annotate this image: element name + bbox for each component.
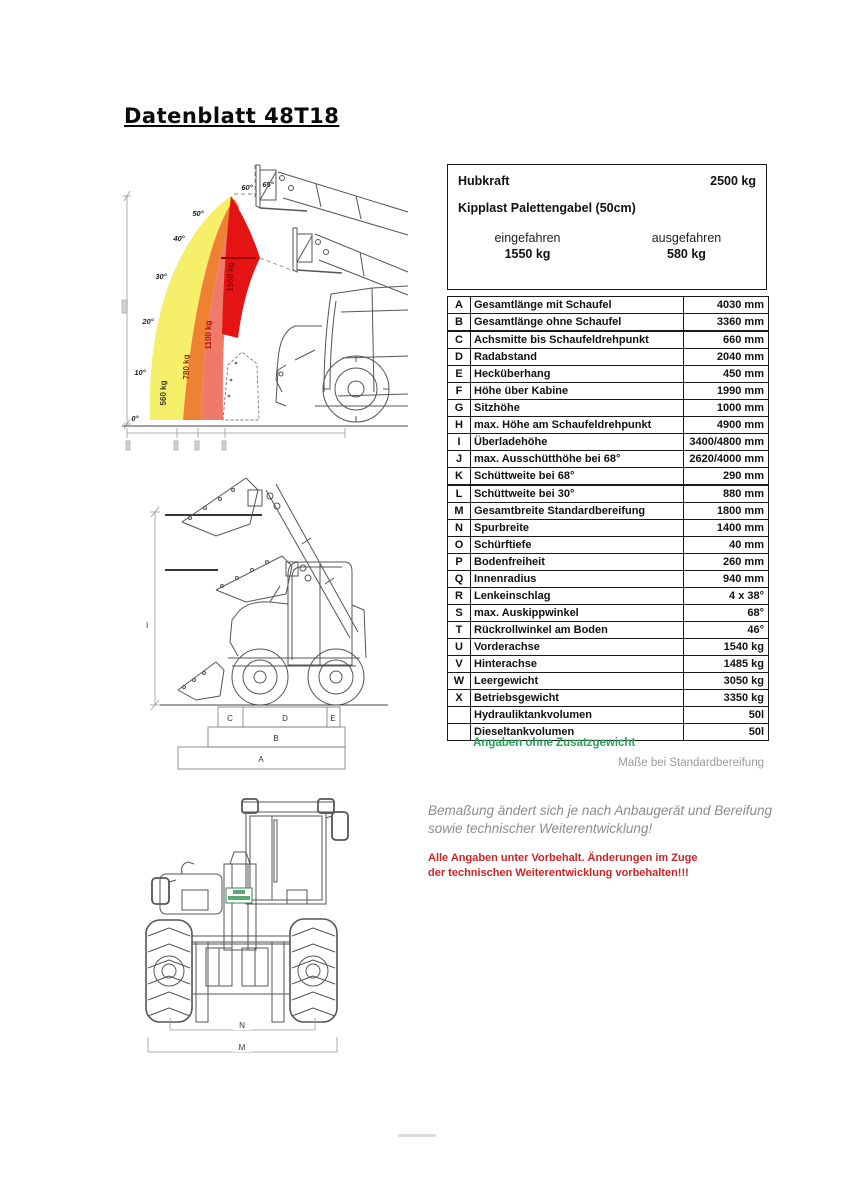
spec-value: 1485 kg: [684, 656, 769, 673]
spec-key: O: [448, 537, 471, 554]
extended-column: [607, 231, 766, 261]
no-extra-weight-note: Angaben ohne Zusatzgewicht: [473, 737, 636, 749]
spec-label: Höhe über Kabine: [471, 383, 684, 400]
spec-value: 880 mm: [684, 485, 769, 503]
spec-value: 4900 mm: [684, 417, 769, 434]
spec-key: E: [448, 366, 471, 383]
table-row: [448, 639, 769, 656]
table-row: [448, 400, 769, 417]
fork-high-position-sketch: [256, 165, 408, 235]
table-row: [448, 451, 769, 468]
spec-key: I: [448, 434, 471, 451]
side-view-drawing: [120, 460, 410, 790]
spec-label: Sitzhöhe: [471, 400, 684, 417]
disclaimer-note: [428, 851, 698, 881]
spec-value: 940 mm: [684, 571, 769, 588]
spec-key: [448, 707, 471, 724]
dimension-e-label: E: [330, 714, 336, 723]
standard-tyres-note: Maße bei Standardbereifung: [618, 757, 764, 769]
bucket-ground-sketch: [223, 352, 259, 420]
spec-value: 68°: [684, 605, 769, 622]
spec-key: R: [448, 588, 471, 605]
spec-label: Innenradius: [471, 571, 684, 588]
dimension-m-label: M: [238, 1043, 246, 1052]
spec-value: 2040 mm: [684, 349, 769, 366]
spec-value: 260 mm: [684, 554, 769, 571]
spec-value: 40 mm: [684, 537, 769, 554]
right-tire-sketch: [290, 919, 337, 1022]
cab-front-sketch: [242, 799, 348, 904]
engine-left-sketch: [152, 862, 222, 914]
spec-key: N: [448, 520, 471, 537]
spec-key: S: [448, 605, 471, 622]
spec-value: 1000 mm: [684, 400, 769, 417]
angle-label-65: 65°: [262, 180, 274, 189]
spec-key: Q: [448, 571, 471, 588]
spec-key: P: [448, 554, 471, 571]
hubkraft-label: Hubkraft: [458, 174, 510, 188]
spec-label: Bodenfreiheit: [471, 554, 684, 571]
spec-key: G: [448, 400, 471, 417]
lift-capacity-box: [447, 164, 767, 290]
machine-side-sketch: [276, 286, 408, 422]
spec-key: K: [448, 468, 471, 486]
table-row: [448, 366, 769, 383]
spec-label: max. Ausschütthöhe bei 68°: [471, 451, 684, 468]
angle-label-20: 20°: [142, 317, 154, 326]
dimension-i: [150, 507, 160, 710]
angle-label-60: 60°: [241, 183, 253, 192]
angle-label-30: 30°: [155, 272, 167, 281]
extended-value: 580 kg: [667, 247, 706, 261]
spec-label: max. Auskippwinkel: [471, 605, 684, 622]
table-row: [448, 707, 769, 724]
spec-key: [448, 724, 471, 741]
left-tire-sketch: [146, 920, 192, 1022]
bucket-raised-sketch: [182, 478, 280, 536]
angle-label-0: 0°: [131, 414, 139, 423]
spec-value: 660 mm: [684, 331, 769, 349]
spec-key: M: [448, 503, 471, 520]
spec-key: V: [448, 656, 471, 673]
brand-sticker: [226, 888, 252, 903]
dimensions-change-line2: sowie technischer Weiterentwicklung!: [428, 820, 653, 836]
page-title: Datenblatt 48T18: [124, 104, 340, 128]
zone-label-780: 780 kg: [182, 354, 191, 380]
table-row: [448, 434, 769, 451]
fork-mid-position-sketch: [293, 228, 408, 295]
dimension-c-label: C: [227, 714, 233, 723]
spec-value: 450 mm: [684, 366, 769, 383]
spec-key: A: [448, 297, 471, 314]
height-dimension-line: [122, 191, 131, 429]
spec-value: 3350 kg: [684, 690, 769, 707]
spec-key: D: [448, 349, 471, 366]
dimension-i-label: I: [146, 621, 149, 630]
spec-value: 1400 mm: [684, 520, 769, 537]
spec-value: 4 x 38°: [684, 588, 769, 605]
zone-label-560: 560 kg: [159, 380, 168, 406]
dimension-b-label: B: [273, 734, 279, 743]
table-row: [448, 673, 769, 690]
table-row: [448, 588, 769, 605]
spec-label: Gesamtlänge ohne Schaufel: [471, 314, 684, 332]
reach-dimension-chain: [126, 428, 345, 450]
retracted-column: [448, 231, 607, 261]
angle-label-40: 40°: [173, 234, 185, 243]
spec-value: 50l: [684, 724, 769, 741]
spec-value: 4030 mm: [684, 297, 769, 314]
angle-label-50: 50°: [192, 209, 204, 218]
spec-label: Hinterachse: [471, 656, 684, 673]
spec-key: H: [448, 417, 471, 434]
spec-label: Leergewicht: [471, 673, 684, 690]
table-row: [448, 417, 769, 434]
table-row: [448, 485, 769, 503]
table-row: [448, 383, 769, 400]
spec-label: Betriebsgewicht: [471, 690, 684, 707]
extended-header: ausgefahren: [651, 231, 722, 245]
spec-label: Achsmitte bis Schaufeldrehpunkt: [471, 331, 684, 349]
spec-label: Lenkeinschlag: [471, 588, 684, 605]
spec-key: L: [448, 485, 471, 503]
spec-value: 3360 mm: [684, 314, 769, 332]
spec-key: X: [448, 690, 471, 707]
bucket-ground-side-sketch: [178, 662, 224, 700]
spec-label: Vorderachse: [471, 639, 684, 656]
disclaimer-line1: Alle Angaben unter Vorbehalt. Änderungen im Zuge: [428, 852, 698, 864]
table-row: [448, 297, 769, 314]
spec-key: T: [448, 622, 471, 639]
table-row: [448, 622, 769, 639]
spec-key: C: [448, 331, 471, 349]
front-view-drawing: [130, 790, 410, 1080]
bucket-mid-sketch: [216, 556, 311, 602]
kipplast-label: Kipplast Palettengabel (50cm): [458, 201, 636, 215]
spec-value: 50l: [684, 707, 769, 724]
carriage-sketch: [192, 936, 290, 1022]
spec-label: Schürftiefe: [471, 537, 684, 554]
dimensions-change-line1: Bemaßung ändert sich je nach Anbaugerät und Bereifung: [428, 803, 772, 818]
load-capacity-chart: [110, 160, 410, 460]
machine-body-sketch: [228, 562, 366, 705]
spec-label: Schüttweite bei 68°: [471, 468, 684, 486]
spec-key: B: [448, 314, 471, 332]
spec-label: Hydrauliktankvolumen: [471, 707, 684, 724]
table-row: [448, 503, 769, 520]
zone-label-1100: 1100 kg: [204, 320, 213, 350]
spec-value: 1540 kg: [684, 639, 769, 656]
spec-label: Rückrollwinkel am Boden: [471, 622, 684, 639]
dimension-n-label: N: [239, 1021, 245, 1030]
angle-label-10: 10°: [134, 368, 146, 377]
table-row: [448, 537, 769, 554]
table-row: [448, 554, 769, 571]
spec-key: J: [448, 451, 471, 468]
spec-value: 2620/4000 mm: [684, 451, 769, 468]
dimension-a-label: A: [258, 755, 264, 764]
hubkraft-value: 2500 kg: [710, 174, 756, 188]
spec-key: F: [448, 383, 471, 400]
table-row: [448, 571, 769, 588]
disclaimer-line2: der technischen Weiterentwicklung vorbehalten!!!: [428, 866, 689, 879]
spec-label: Spurbreite: [471, 520, 684, 537]
spec-value: 1990 mm: [684, 383, 769, 400]
spec-label: Dieseltankvolumen: [471, 724, 684, 741]
spec-value: 46°: [684, 622, 769, 639]
dimension-d-label: D: [282, 714, 288, 723]
spec-label: Radabstand: [471, 349, 684, 366]
scan-artifact: [398, 1134, 436, 1137]
spec-label: max. Höhe am Schaufeldrehpunkt: [471, 417, 684, 434]
retracted-header: eingefahren: [494, 231, 561, 245]
spec-key: U: [448, 639, 471, 656]
spec-label: Hecküberhang: [471, 366, 684, 383]
spec-value: 3050 kg: [684, 673, 769, 690]
table-row: [448, 690, 769, 707]
spec-label: Schüttweite bei 30°: [471, 485, 684, 503]
table-row: [448, 331, 769, 349]
table-row: [448, 349, 769, 366]
spec-label: Gesamtlänge mit Schaufel: [471, 297, 684, 314]
spec-label: Überladehöhe: [471, 434, 684, 451]
table-row: [448, 520, 769, 537]
spec-value: 1800 mm: [684, 503, 769, 520]
dimensions-change-note: [428, 802, 772, 837]
table-row: [448, 605, 769, 622]
spec-value: 3400/4800 mm: [684, 434, 769, 451]
spec-key: W: [448, 673, 471, 690]
table-row: [448, 314, 769, 332]
spec-table-body: [448, 297, 769, 741]
table-row: [448, 656, 769, 673]
spec-table: [447, 296, 769, 741]
table-row: [448, 468, 769, 486]
spec-label: Gesamtbreite Standardbereifung: [471, 503, 684, 520]
spec-value: 290 mm: [684, 468, 769, 486]
zone-label-1550: 1550 kg: [226, 262, 235, 292]
retracted-value: 1550 kg: [504, 247, 551, 261]
